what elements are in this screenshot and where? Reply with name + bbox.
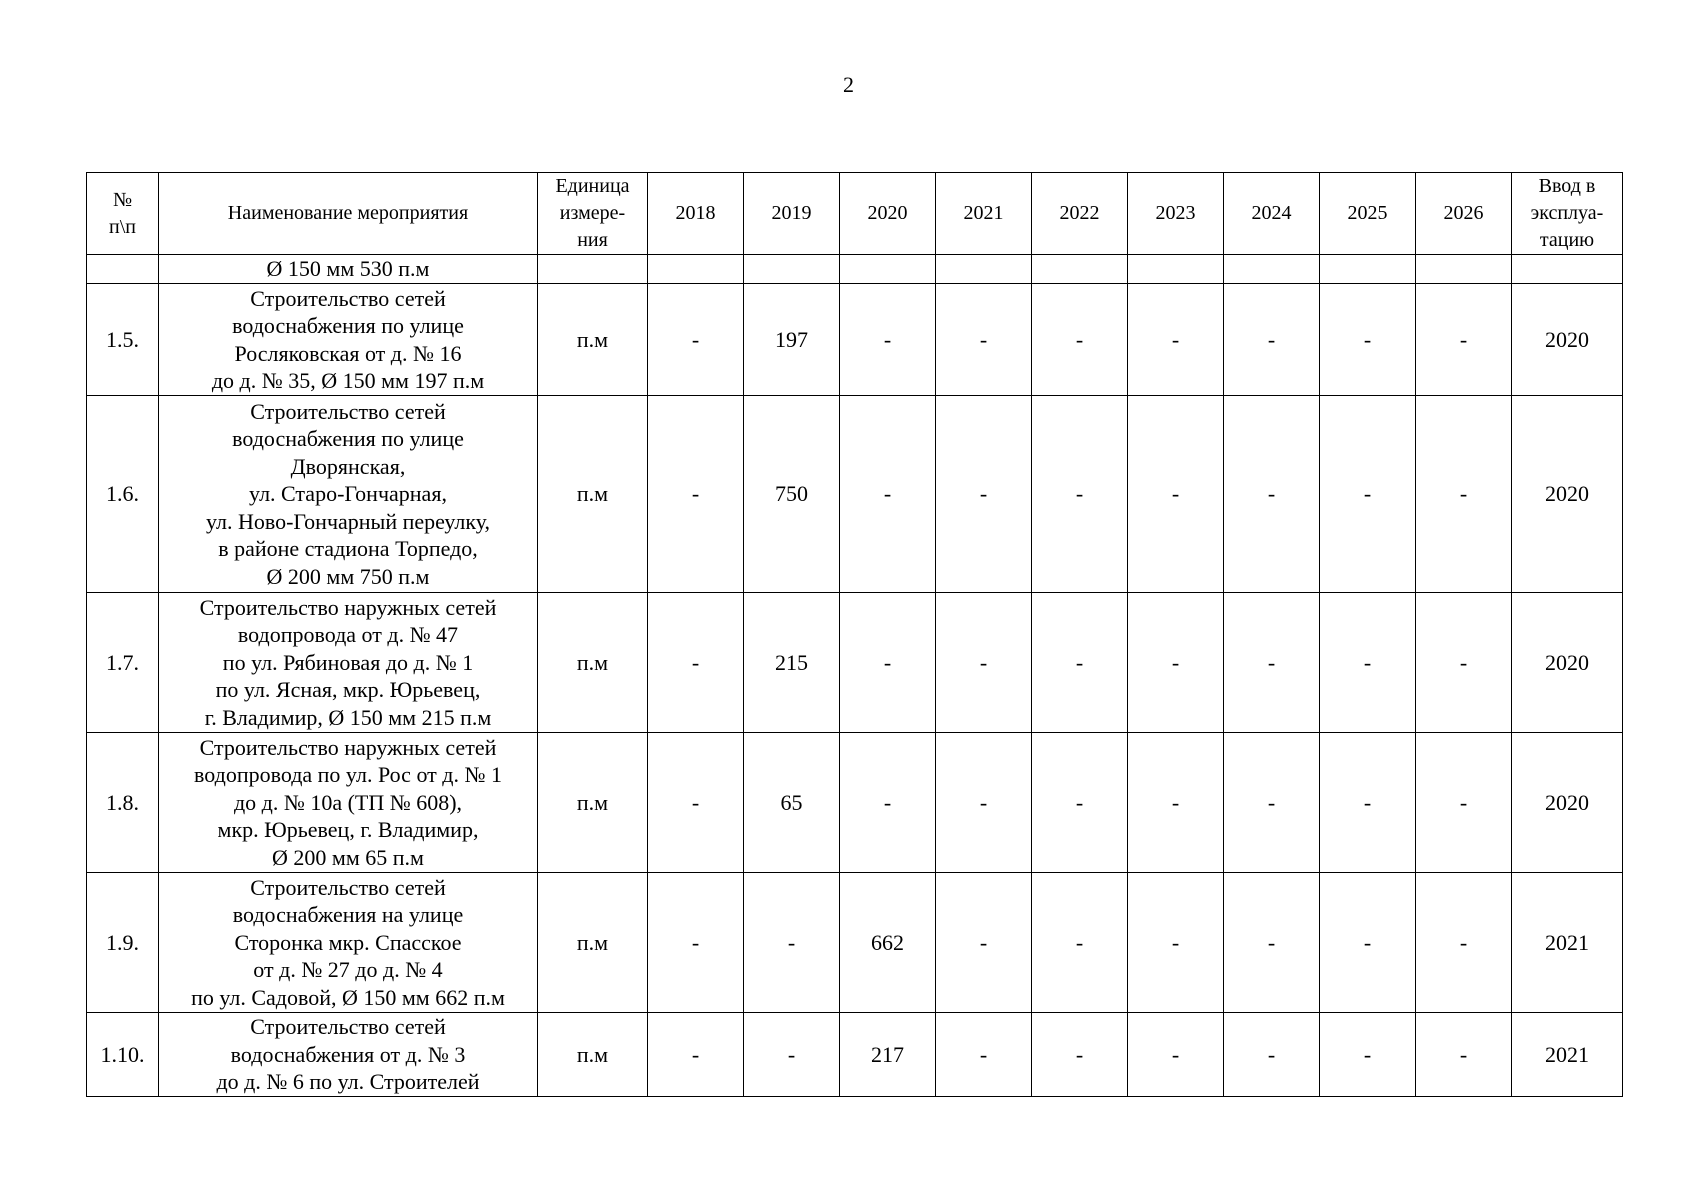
page-number: 2 <box>843 72 854 97</box>
cell-2020 <box>840 255 936 284</box>
cell-2020: 217 <box>840 1013 936 1097</box>
header-year-2025: 2025 <box>1320 173 1416 255</box>
cell-commission: 2020 <box>1512 284 1623 396</box>
table-row <box>87 284 1623 396</box>
cell-unit: п.м <box>538 873 648 1013</box>
cell-2024: - <box>1224 733 1320 873</box>
header-year-2023: 2023 <box>1128 173 1224 255</box>
cell-commission: 2020 <box>1512 593 1623 733</box>
cell-2024: - <box>1224 1013 1320 1097</box>
cell-name: Строительство наружных сетей водопровода от д. № 47 по ул. Рябиновая до д. № 1 по ул. Ясная, мкр. Юрьевец, г. Владимир, Ø 150 мм 215 п.м <box>159 593 538 733</box>
header-year-2024: 2024 <box>1224 173 1320 255</box>
cell-2019 <box>744 255 840 284</box>
cell-unit: п.м <box>538 396 648 593</box>
cell-2024: - <box>1224 873 1320 1013</box>
table-header-row <box>87 173 1623 255</box>
cell-name: Строительство сетей водоснабжения по улице Росляковская от д. № 16 до д. № 35, Ø 150 мм 197 п.м <box>159 284 538 396</box>
cell-2022: - <box>1032 733 1128 873</box>
cell-2026: - <box>1416 733 1512 873</box>
cell-2020: - <box>840 733 936 873</box>
cell-2024: - <box>1224 593 1320 733</box>
cell-2019: 65 <box>744 733 840 873</box>
cell-2021 <box>936 255 1032 284</box>
table-row <box>87 873 1623 1013</box>
cell-2021: - <box>936 284 1032 396</box>
cell-commission: 2020 <box>1512 396 1623 593</box>
cell-unit: п.м <box>538 733 648 873</box>
table-row <box>87 255 1623 284</box>
cell-2023 <box>1128 255 1224 284</box>
cell-2025 <box>1320 255 1416 284</box>
cell-2020: - <box>840 396 936 593</box>
cell-2023: - <box>1128 733 1224 873</box>
cell-2025: - <box>1320 593 1416 733</box>
cell-name: Ø 150 мм 530 п.м <box>159 255 538 284</box>
cell-2018: - <box>648 593 744 733</box>
cell-2023: - <box>1128 284 1224 396</box>
cell-name: Строительство сетей водоснабжения на улице Сторонка мкр. Спасское от д. № 27 до д. № 4 по ул. Садовой, Ø 150 мм 662 п.м <box>159 873 538 1013</box>
cell-2018: - <box>648 873 744 1013</box>
header-year-2018: 2018 <box>648 173 744 255</box>
cell-2025: - <box>1320 396 1416 593</box>
cell-num: 1.7. <box>87 593 159 733</box>
cell-commission: 2020 <box>1512 733 1623 873</box>
cell-name: Строительство сетей водоснабжения от д. № 3 до д. № 6 по ул. Строителей <box>159 1013 538 1097</box>
cell-2023: - <box>1128 873 1224 1013</box>
cell-unit <box>538 255 648 284</box>
cell-2022: - <box>1032 1013 1128 1097</box>
cell-unit: п.м <box>538 593 648 733</box>
cell-2019: 215 <box>744 593 840 733</box>
cell-2023: - <box>1128 1013 1224 1097</box>
header-name: Наименование мероприятия <box>159 173 538 255</box>
header-commission: Ввод в эксплуа- тацию <box>1512 173 1623 255</box>
cell-2025: - <box>1320 284 1416 396</box>
cell-2026: - <box>1416 1013 1512 1097</box>
cell-num: 1.6. <box>87 396 159 593</box>
cell-commission: 2021 <box>1512 1013 1623 1097</box>
cell-2018: - <box>648 284 744 396</box>
cell-2022: - <box>1032 593 1128 733</box>
table-row <box>87 593 1623 733</box>
cell-commission: 2021 <box>1512 873 1623 1013</box>
cell-2020: - <box>840 593 936 733</box>
cell-2018 <box>648 255 744 284</box>
header-year-2021: 2021 <box>936 173 1032 255</box>
cell-2025: - <box>1320 733 1416 873</box>
cell-name: Строительство наружных сетей водопровода по ул. Рос от д. № 1 до д. № 10а (ТП № 608), мкр. Юрьевец, г. Владимир, Ø 200 мм 65 п.м <box>159 733 538 873</box>
header-year-2020: 2020 <box>840 173 936 255</box>
header-num: № п\п <box>87 173 159 255</box>
cell-2024: - <box>1224 284 1320 396</box>
header-year-2019: 2019 <box>744 173 840 255</box>
cell-2018: - <box>648 733 744 873</box>
cell-2019: - <box>744 1013 840 1097</box>
cell-2018: - <box>648 396 744 593</box>
table-row <box>87 1013 1623 1097</box>
cell-2022: - <box>1032 284 1128 396</box>
cell-num: 1.9. <box>87 873 159 1013</box>
header-year-2022: 2022 <box>1032 173 1128 255</box>
cell-unit: п.м <box>538 284 648 396</box>
cell-num: 1.10. <box>87 1013 159 1097</box>
header-year-2026: 2026 <box>1416 173 1512 255</box>
cell-2026 <box>1416 255 1512 284</box>
cell-num <box>87 255 159 284</box>
cell-2026: - <box>1416 873 1512 1013</box>
cell-2021: - <box>936 1013 1032 1097</box>
cell-num: 1.8. <box>87 733 159 873</box>
cell-2025: - <box>1320 873 1416 1013</box>
cell-2022: - <box>1032 873 1128 1013</box>
cell-2026: - <box>1416 593 1512 733</box>
cell-2021: - <box>936 396 1032 593</box>
cell-2026: - <box>1416 396 1512 593</box>
cell-2024 <box>1224 255 1320 284</box>
cell-2018: - <box>648 1013 744 1097</box>
cell-2019: 750 <box>744 396 840 593</box>
cell-2023: - <box>1128 396 1224 593</box>
cell-2020: - <box>840 284 936 396</box>
table-row <box>87 396 1623 593</box>
cell-2022: - <box>1032 396 1128 593</box>
cell-num: 1.5. <box>87 284 159 396</box>
cell-commission <box>1512 255 1623 284</box>
table-row <box>87 733 1623 873</box>
cell-2020: 662 <box>840 873 936 1013</box>
cell-2019: 197 <box>744 284 840 396</box>
cell-2021: - <box>936 593 1032 733</box>
cell-2021: - <box>936 733 1032 873</box>
cell-2019: - <box>744 873 840 1013</box>
cell-2022 <box>1032 255 1128 284</box>
cell-2023: - <box>1128 593 1224 733</box>
measures-table <box>86 172 1623 1097</box>
cell-2024: - <box>1224 396 1320 593</box>
cell-2025: - <box>1320 1013 1416 1097</box>
cell-name: Строительство сетей водоснабжения по улице Дворянская, ул. Старо-Гончарная, ул. Ново-Гончарный переулку, в районе стадиона Торпедо, Ø 200 мм 750 п.м <box>159 396 538 593</box>
cell-unit: п.м <box>538 1013 648 1097</box>
cell-2021: - <box>936 873 1032 1013</box>
header-unit: Единица измере- ния <box>538 173 648 255</box>
cell-2026: - <box>1416 284 1512 396</box>
